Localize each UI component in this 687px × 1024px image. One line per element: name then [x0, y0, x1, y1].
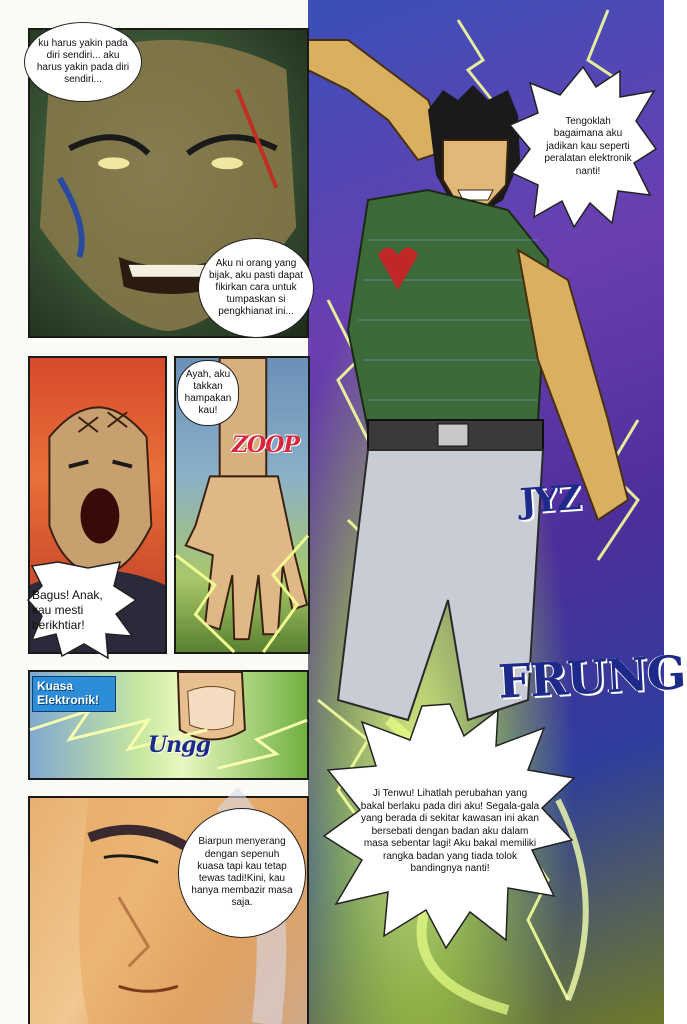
speech-villain-bottom: Ji Tenwu! Lihatlah perubahan yang bakal berlaku pada diri aku! Segala-gala yang berada di sekitar kawasan ini akan bersebati dengan badan aku dalam masa sebentar lagi! Aku bakal memiliki rangka badan yang tiada tolok bandingnya nanti!	[360, 788, 540, 875]
speech-clever-plan: Aku ni orang yang bijak, aku pasti dapat fikirkan cara untuk tumpaskan si pengkhianat ini...	[198, 238, 314, 338]
sfx-zoop: ZOOP	[232, 432, 299, 458]
speech-hero-taunt: Biarpun menyerang dengan sepenuh kuasa tapi kau tetap tewas tadi!Kini, kau hanya membazir masa saja.	[178, 808, 306, 938]
caption-electronic-power: Kuasa Elektronik!	[32, 676, 116, 712]
speech-father: Bagus! Anak, kau mesti berikhtiar!	[32, 587, 103, 632]
sfx-ungg: Ungg	[148, 732, 210, 758]
speech-self-doubt: ku harus yakin pada diri sendiri... aku harus yakin pada diri sendiri...	[24, 22, 142, 102]
sfx-frung: FRUNG	[496, 645, 687, 709]
panel-villain-powering-up	[308, 0, 687, 1024]
speech-villain-top: Tengoklah bagaimana aku jadikan kau seperti peralatan elektronik nanti!	[544, 115, 632, 177]
sfx-jyz: JYZ	[518, 477, 581, 523]
speech-son-promise: Ayah, aku takkan hampakan kau!	[177, 360, 239, 426]
